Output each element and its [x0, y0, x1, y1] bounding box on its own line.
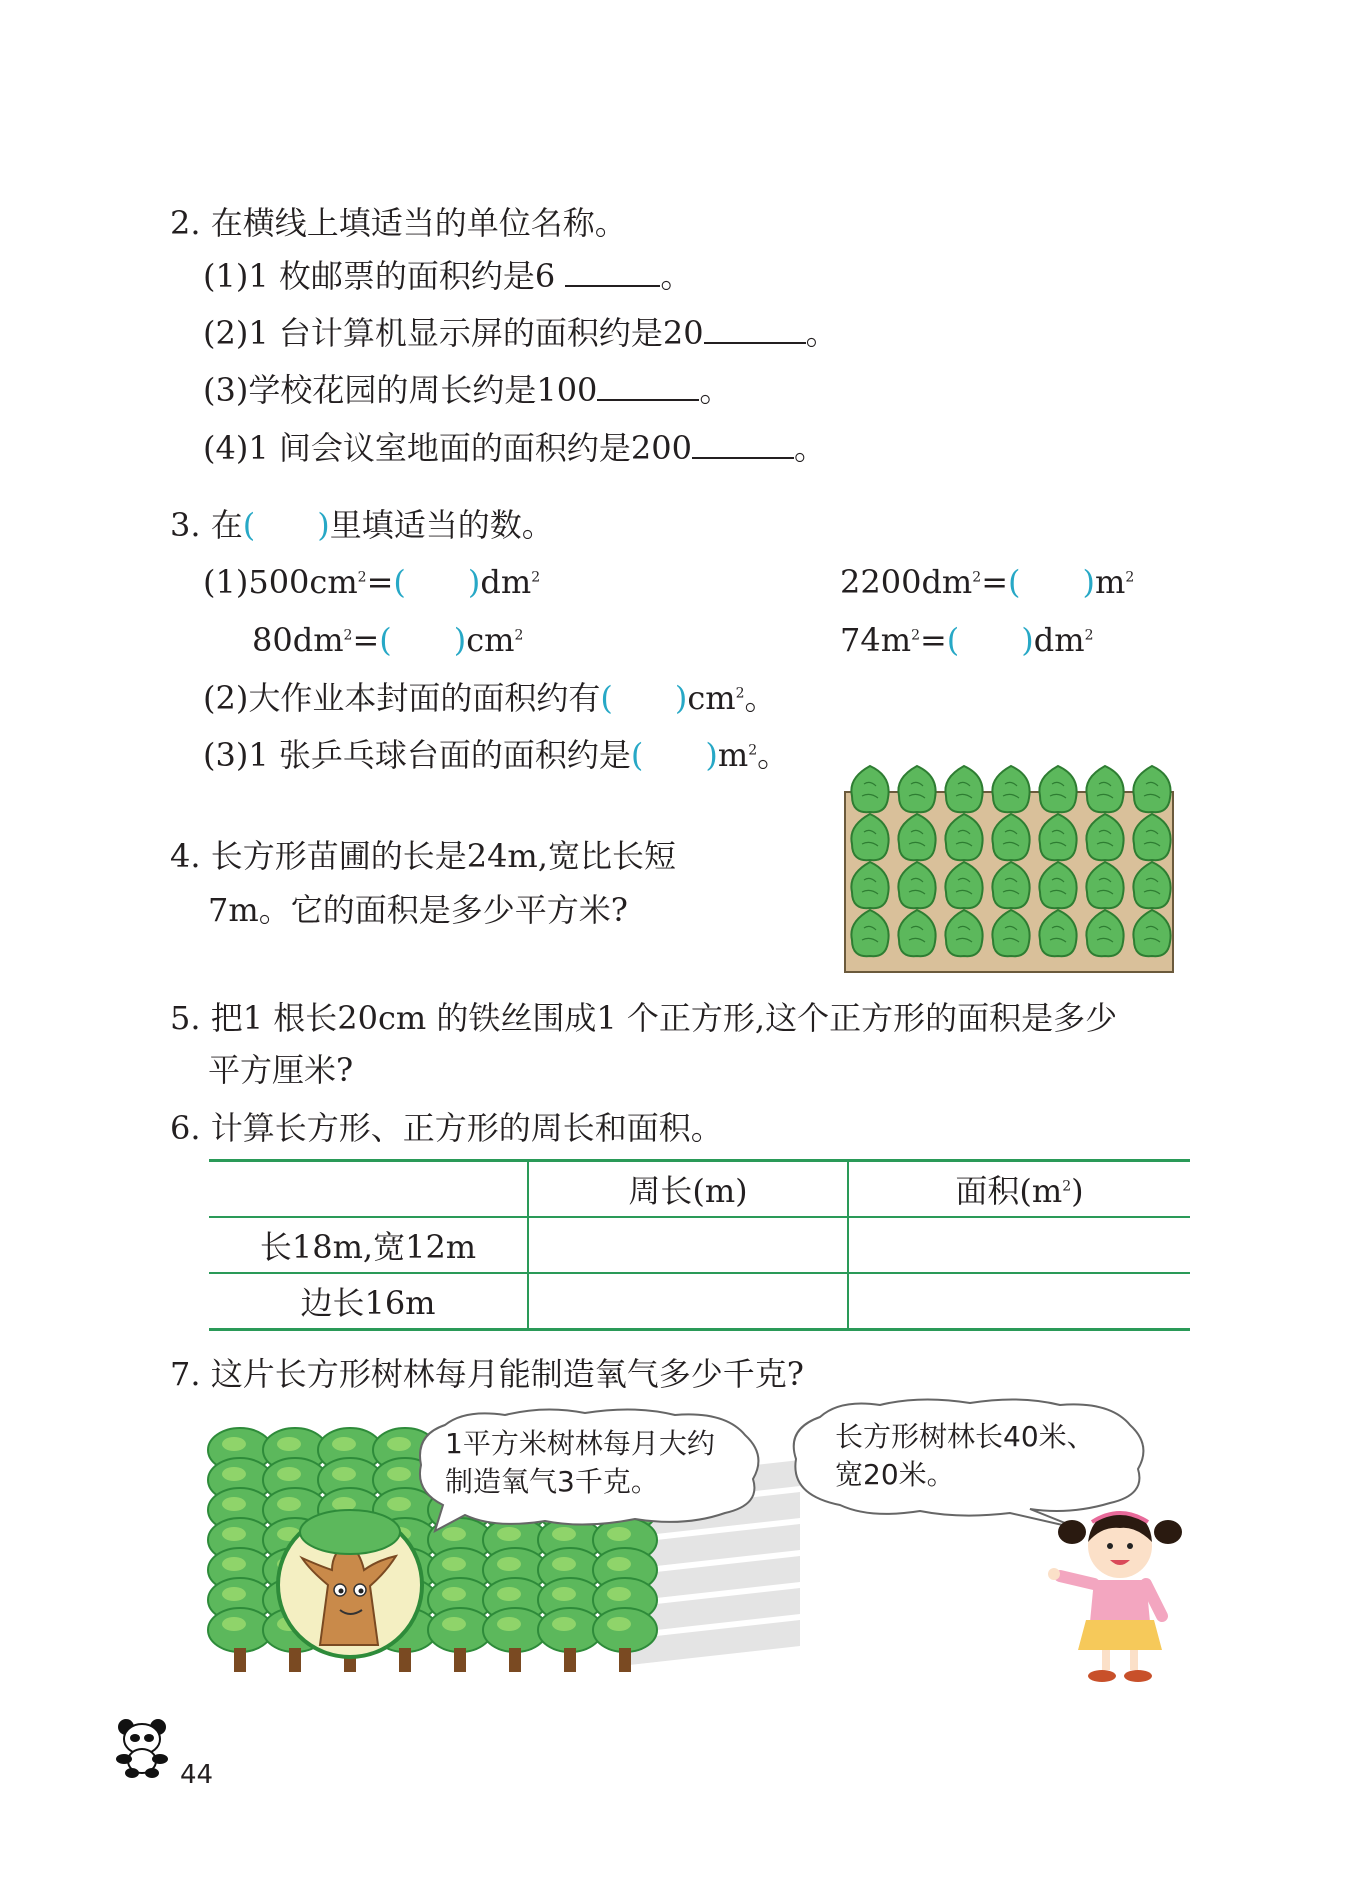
bush-icon — [1133, 766, 1170, 812]
q3-eq-2: $2200dm^2=$( )$m^2$ — [840, 563, 1135, 601]
q4-line-1: 4. 长方形苗圃的长是24m,宽比长短 — [170, 837, 676, 875]
q3-title: 3. 在( )里填适当的数。 — [170, 506, 554, 544]
q3-item-2: (2)大作业本封面的面积约有( )$cm^2$。 — [203, 679, 777, 717]
q5-line-2: 平方厘米? — [208, 1051, 354, 1089]
q5-line-1: 5. 把1 根长20cm 的铁丝围成1 个正方形,这个正方形的面积是多少 — [170, 999, 1118, 1037]
answer-cell[interactable] — [528, 1273, 848, 1330]
panda-icon — [112, 1715, 174, 1779]
q2-item-1: (1)1 枚邮票的面积约是6 。 — [203, 257, 693, 295]
tree-character-icon — [278, 1510, 422, 1657]
table-cell: 长18m,宽12m — [209, 1217, 528, 1273]
bush-icon — [898, 766, 935, 812]
q3-eq-4: $74m^2=$( )$dm^2$ — [840, 621, 1094, 659]
nursery-illustration — [840, 762, 1180, 977]
bush-icon — [992, 766, 1029, 812]
bush-icon — [851, 766, 888, 812]
table-header-cell — [209, 1161, 528, 1218]
table-row — [209, 1273, 1190, 1330]
bush-icon — [1086, 766, 1123, 812]
answer-blank[interactable] — [597, 371, 699, 401]
answer-cell[interactable] — [848, 1273, 1190, 1330]
q4-line-2: 7m。它的面积是多少平方米? — [208, 891, 628, 929]
q6-title: 6. 计算长方形、正方形的周长和面积。 — [170, 1109, 723, 1147]
answer-blank[interactable] — [692, 429, 794, 459]
answer-blank[interactable] — [704, 314, 806, 344]
q7-title: 7. 这片长方形树林每月能制造氧气多少千克? — [170, 1355, 804, 1393]
bush-icon — [1039, 766, 1076, 812]
table-header-row — [209, 1161, 1190, 1218]
page-number: 44 — [180, 1760, 214, 1790]
q2-item-4: (4)1 间会议室地面的面积约是200 。 — [203, 429, 826, 467]
tree-column-icon — [208, 1428, 272, 1672]
answer-cell[interactable] — [528, 1217, 848, 1273]
table-cell: 边长16m — [209, 1273, 528, 1330]
bubble-text-dimensions: 长方形树林长40米、 宽20米。 — [835, 1420, 1095, 1491]
girl-character-icon — [1040, 1500, 1200, 1685]
q3-item-3: (3)1 张乒乓球台面的面积约是( )$m^2$。 — [203, 736, 790, 774]
answer-blank[interactable] — [565, 257, 660, 287]
q2-item-3: (3)学校花园的周长约是100 。 — [203, 371, 732, 409]
bubble-text-oxygen: 1平方米树林每月大约 制造氧气3千克。 — [445, 1427, 715, 1498]
q3-eq-3: $80dm^2=$( )$cm^2$ — [252, 621, 524, 659]
table-header-cell: 面积$(m^2)$ — [848, 1161, 1190, 1218]
q2-item-2: (2)1 台计算机显示屏的面积约是20 。 — [203, 314, 838, 352]
q3-eq-1: $(1)500cm^2=$( )$dm^2$ — [203, 563, 541, 601]
bush-icon — [945, 766, 982, 812]
q2-title: 2. 在横线上填适当的单位名称。 — [170, 204, 627, 242]
perimeter-area-table — [209, 1159, 1190, 1331]
table-header-cell: 周长(m) — [528, 1161, 848, 1218]
answer-cell[interactable] — [848, 1217, 1190, 1273]
table-row — [209, 1217, 1190, 1273]
